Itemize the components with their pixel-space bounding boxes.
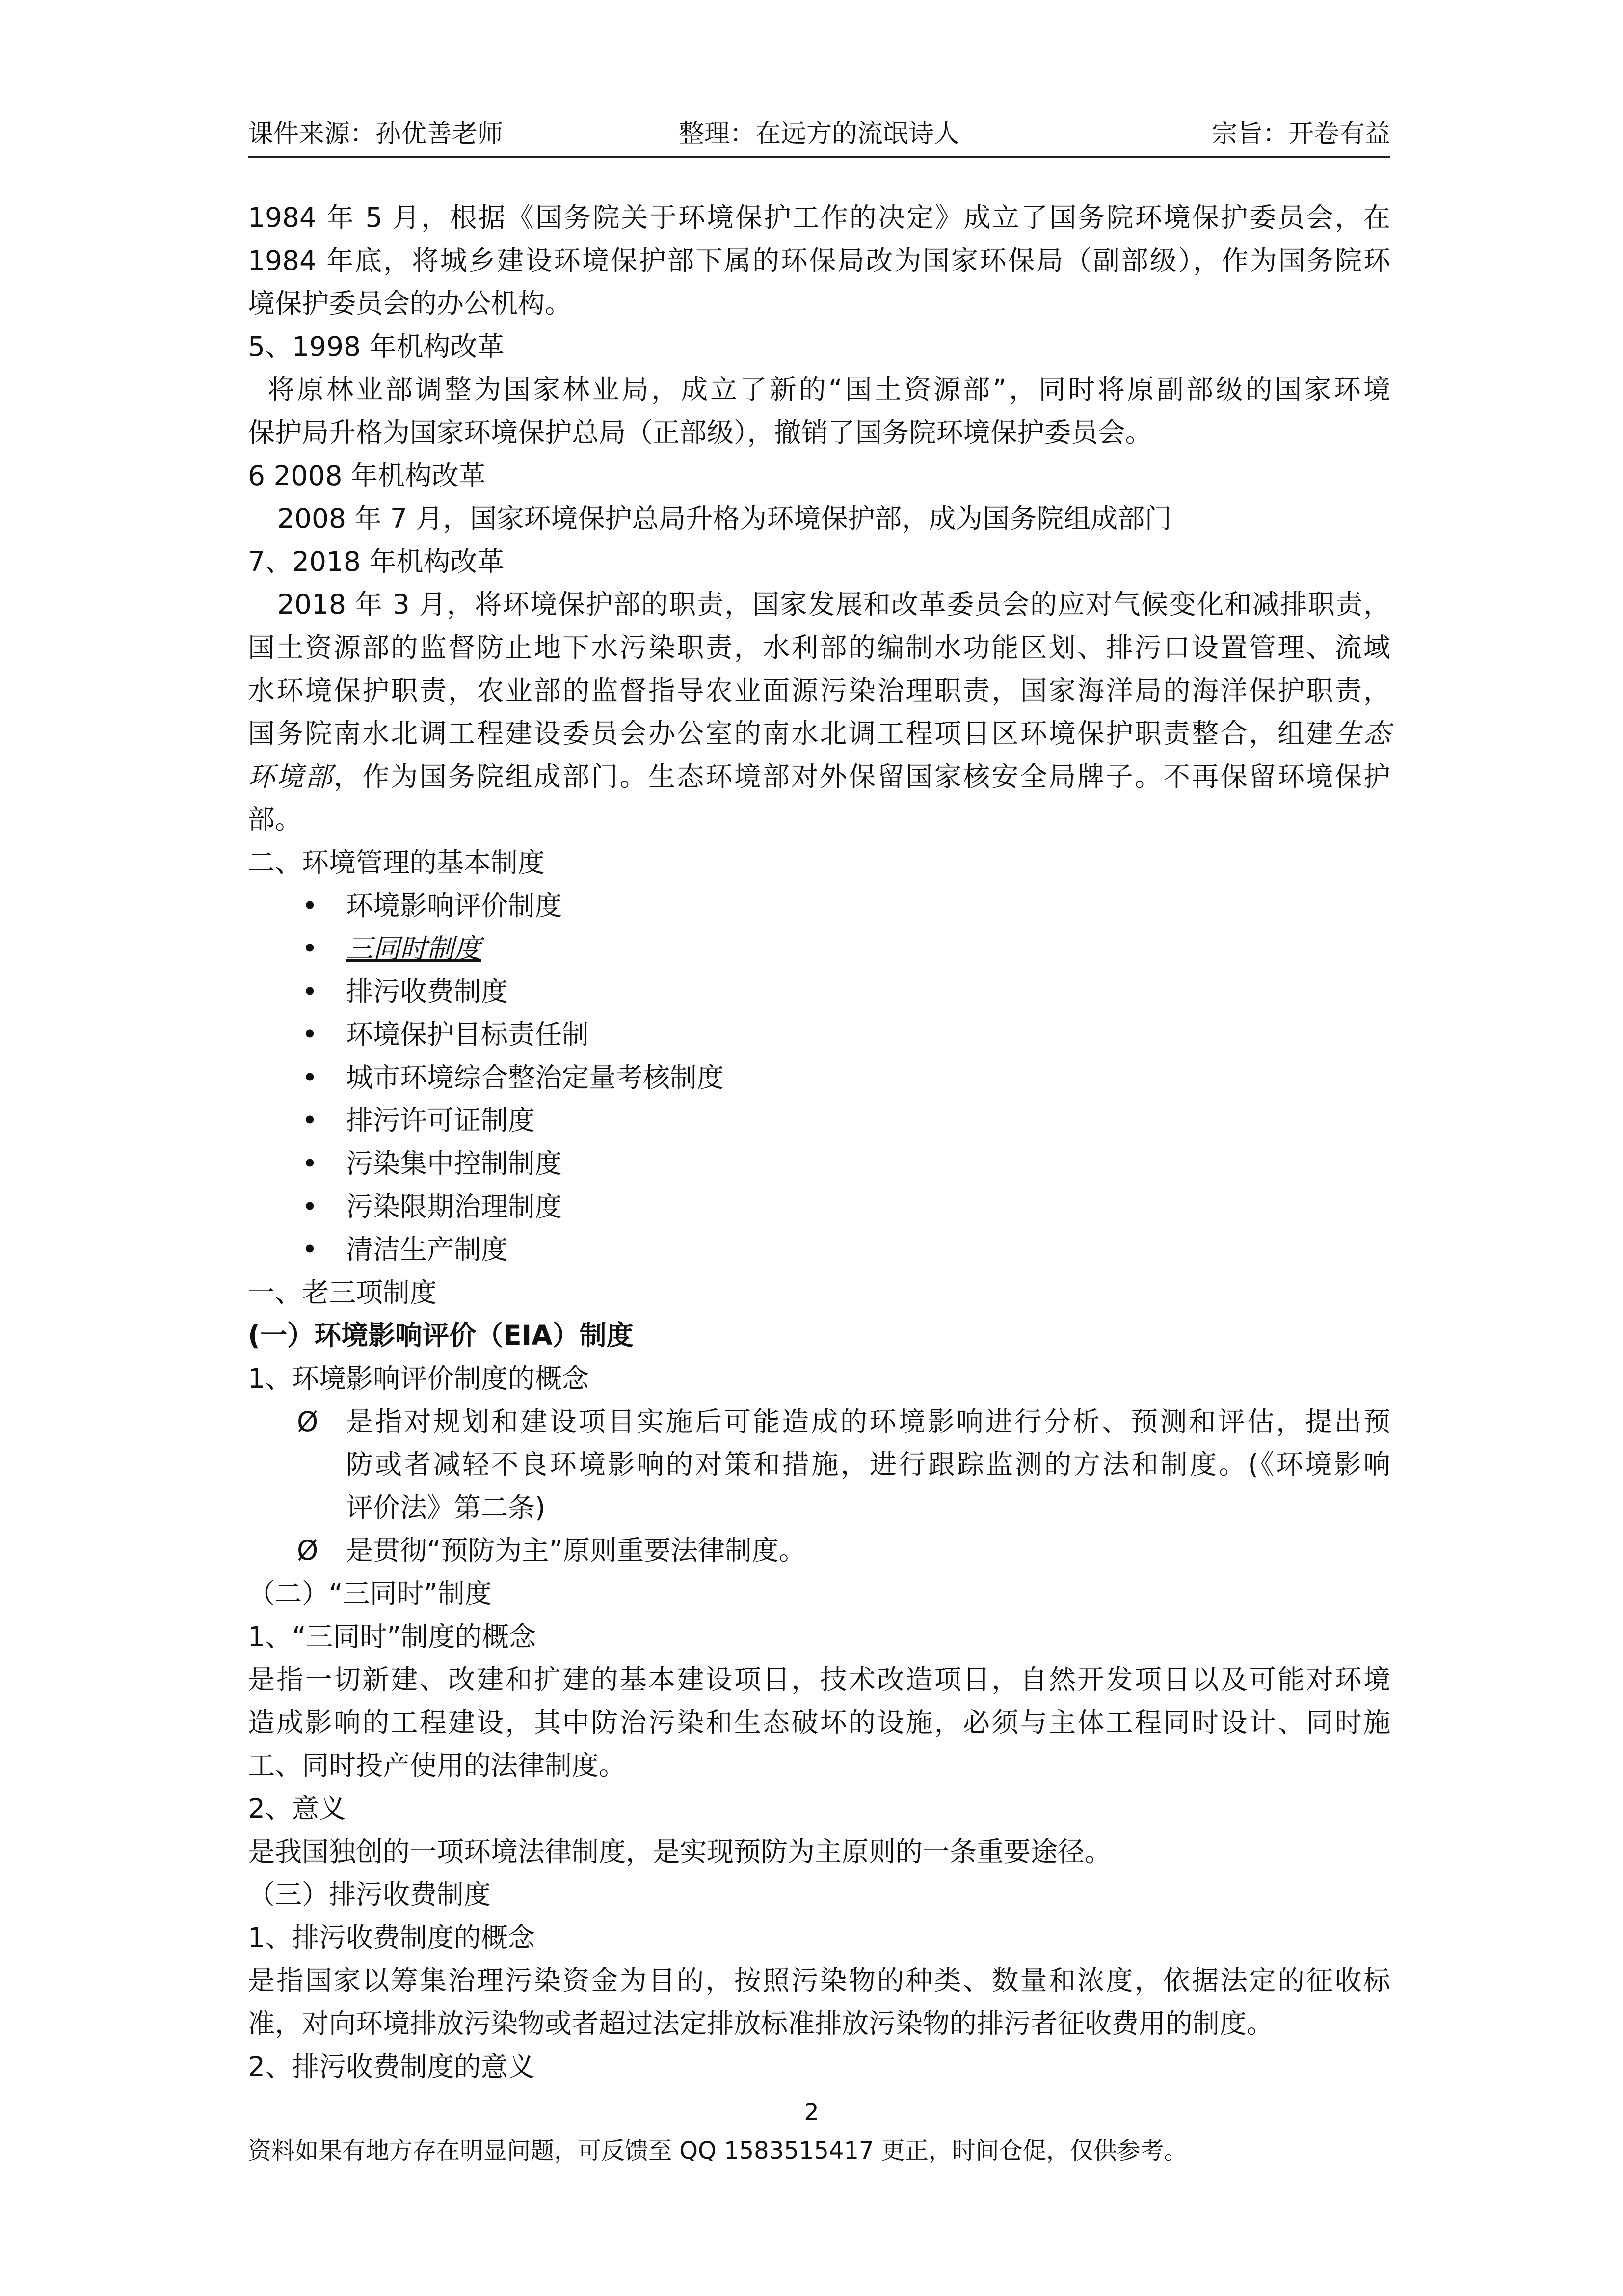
list-item xyxy=(248,971,1390,1014)
header-compiler: 整理：在远方的流氓诗人 xyxy=(678,119,959,149)
list-item xyxy=(248,1099,1390,1142)
list-item xyxy=(248,1013,1390,1056)
subsection-heading: 1、“三同时”制度的概念 xyxy=(248,1621,536,1652)
list-item-label: 排污许可证制度 xyxy=(346,1105,535,1136)
paragraph-line: 防或者减轻不良环境影响的对策和措施，进行跟踪监测的方法和制度。(《环境影响 xyxy=(346,1449,1390,1481)
list-item-label: 污染限期治理制度 xyxy=(346,1190,562,1222)
paragraph-line: 评价法》第二条) xyxy=(346,1491,546,1523)
paragraph-line: 是我国独创的一项环境法律制度，是实现预防为主原则的一条重要途径。 xyxy=(248,1836,1112,1867)
page-number: 2 xyxy=(804,2099,819,2126)
pollution-fee-heading: （三）排污收费制度 xyxy=(248,1879,491,1911)
paragraph-line: 部。 xyxy=(248,804,302,836)
section-7-heading: 7、2018 年机构改革 xyxy=(248,545,505,577)
list-item xyxy=(248,927,1390,971)
paragraph-line: 境保护委员会的办公机构。 xyxy=(248,288,572,320)
list-item-label: 排污收费制度 xyxy=(346,975,508,1007)
list-item-label: 三同时制度 xyxy=(346,933,481,965)
list-item-label: 环境影响评价制度 xyxy=(346,890,562,921)
footer-note: 资料如果有地方存在明显问题，可反馈至 QQ 1583515417 更正，时间仓促，仅供参考。 xyxy=(248,2137,1188,2164)
paragraph-line: 国土资源部的监督防止地下水污染职责，水利部的编制水功能区划、排污口设置管理、流域 xyxy=(248,631,1390,663)
bullet-icon: • xyxy=(302,1061,318,1093)
bullet-icon: • xyxy=(302,1148,318,1180)
three-simultaneous-heading: （二）“三同时”制度 xyxy=(248,1578,492,1609)
emphasis-text: 环境部 xyxy=(248,760,334,792)
list-item-label: 清洁生产制度 xyxy=(346,1234,508,1266)
list-item-label: 城市环境综合整治定量考核制度 xyxy=(346,1061,724,1093)
section-2-heading: 二、环境管理的基本制度 xyxy=(248,846,545,878)
section-6-heading: 6 2008 年机构改革 xyxy=(248,459,486,491)
subsection-heading: 2、意义 xyxy=(248,1792,346,1824)
paragraph-line xyxy=(248,712,1390,756)
subsection-heading: 1、环境影响评价制度的概念 xyxy=(248,1363,589,1395)
list-item xyxy=(248,1228,1390,1271)
paragraph-line: 造成影响的工程建设，其中防治污染和生态破坏的设施，必须与主体工程同时设计、同时施 xyxy=(248,1706,1390,1738)
list-item xyxy=(248,1056,1390,1100)
paragraph-line: 准，对向环境排放污染物或者超过法定排放标准排放污染物的排污者征收费用的制度。 xyxy=(248,2007,1274,2039)
bullet-icon: • xyxy=(302,1019,318,1051)
paragraph-line: 2008 年 7 月，国家环境保护总局升格为环境保护部，成为国务院组成部门 xyxy=(277,503,1172,535)
list-item xyxy=(248,1401,1390,1444)
list-item-label: 是指对规划和建设项目实施后可能造成的环境影响进行分析、预测和评估，提出预 xyxy=(346,1405,1390,1437)
bullet-icon: • xyxy=(302,1105,318,1136)
list-item-label: 污染集中控制制度 xyxy=(346,1148,562,1180)
paragraph-line: 1984 年 5 月，根据《国务院关于环境保护工作的决定》成立了国务院环境保护委员会，在 xyxy=(248,202,1390,233)
paragraph-line: 将原林业部调整为国家林业局，成立了新的“国土资源部”，同时将原副部级的国家环境 xyxy=(267,374,1390,405)
list-item-label: 环境保护目标责任制 xyxy=(346,1019,589,1051)
diamond-bullet-icon: Ø xyxy=(297,1405,319,1437)
subsection-heading: 2、排污收费制度的意义 xyxy=(248,2051,535,2082)
page-header xyxy=(248,112,1390,158)
header-source: 课件来源：孙优善老师 xyxy=(248,119,504,149)
bullet-icon: • xyxy=(302,890,318,921)
paragraph-line: 是指国家以筹集治理污染资金为目的，按照污染物的种类、数量和浓度，依据法定的征收标 xyxy=(248,1965,1390,1997)
bullet-icon: • xyxy=(302,1234,318,1266)
paragraph-line: 工、同时投产使用的法律制度。 xyxy=(248,1750,626,1782)
list-item xyxy=(248,885,1390,928)
list-item xyxy=(248,1529,1390,1572)
list-item xyxy=(248,1142,1390,1186)
emphasis-text: 生态 xyxy=(1334,718,1390,750)
bullet-icon: • xyxy=(302,1190,318,1222)
paragraph-line: 2018 年 3 月，将环境保护部的职责，国家发展和改革委员会的应对气候变化和减排职责， xyxy=(277,589,1390,621)
list-item-label: 是贯彻“预防为主”原则重要法律制度。 xyxy=(346,1535,806,1567)
paragraph-line xyxy=(248,756,1390,799)
paragraph-line: 是指一切新建、改建和扩建的基本建设项目，技术改造项目，自然开发项目以及可能对环境 xyxy=(248,1664,1390,1696)
subsection-heading: 1、排污收费制度的概念 xyxy=(248,1921,535,1953)
section-5-heading: 5、1998 年机构改革 xyxy=(248,330,505,362)
diamond-bullet-icon: Ø xyxy=(297,1535,319,1567)
list-item xyxy=(248,1186,1390,1229)
section-1-heading: 一、老三项制度 xyxy=(248,1276,437,1308)
paragraph-line: 1984 年底，将城乡建设环境保护部下属的环保局改为国家环保局（副部级），作为国务院环 xyxy=(248,244,1390,276)
paragraph-line: 水环境保护职责，农业部的监督指导农业面源污染治理职责，国家海洋局的海洋保护职责， xyxy=(248,675,1390,706)
paragraph-line: 保护局升格为国家环境保护总局（正部级），撤销了国务院环境保护委员会。 xyxy=(248,416,1152,448)
page-body xyxy=(248,196,1390,2088)
header-motto: 宗旨：开卷有益 xyxy=(1211,119,1390,149)
bullet-icon: • xyxy=(302,975,318,1007)
paragraph-text: 国务院南水北调工程建设委员会办公室的南水北调工程项目区环境保护职责整合，组建 xyxy=(248,718,1335,750)
eia-heading: (一）环境影响评价（EIA）制度 xyxy=(248,1320,634,1351)
bullet-icon: • xyxy=(302,933,318,965)
paragraph-text: ，作为国务院组成部门。生态环境部对外保留国家核安全局牌子。不再保留环境保护 xyxy=(333,760,1390,792)
